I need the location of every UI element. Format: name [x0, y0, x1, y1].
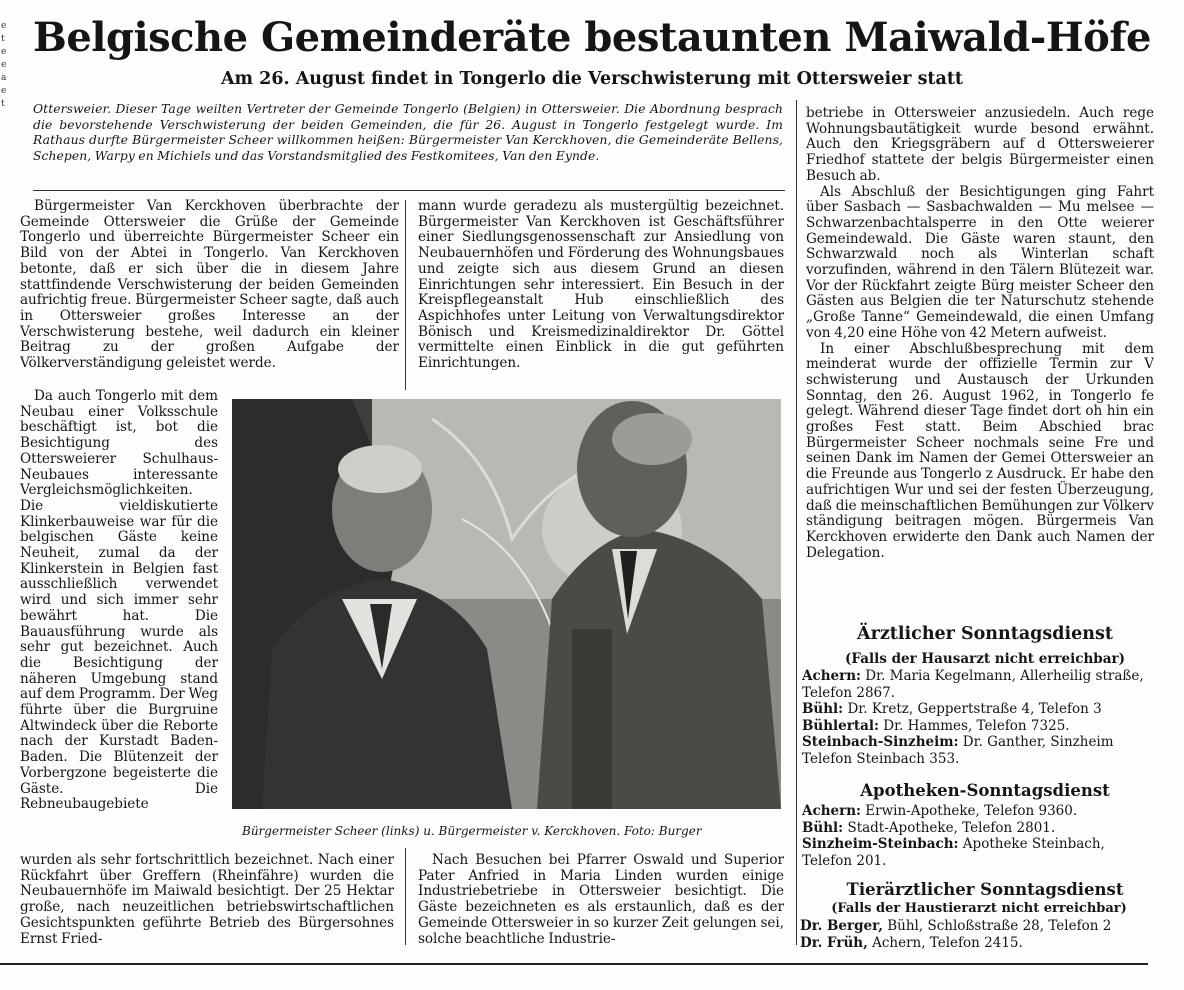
- tieraerzt-title: Tierärztlicher Sonntagsdienst: [846, 880, 1124, 899]
- aerzt-entry: Steinbach-Sinzheim: Dr. Ganther, Sinzheim Telefon Steinbach 353.: [802, 734, 1114, 767]
- subheadline: Am 26. August findet in Tongerlo die Verschwisterung mit Ottersweier statt: [220, 69, 964, 89]
- col1-bottom-box: [20, 853, 394, 947]
- apotheken-entry: Bühl: Stadt-Apotheke, Telefon 2801.: [802, 819, 1056, 836]
- photo: [232, 399, 781, 809]
- column-rule-main: [796, 100, 797, 945]
- tieraerzt-note: (Falls der Haustierarzt nicht erreichbar): [831, 901, 1127, 916]
- aerzt-title: Ärztlicher Sonntagsdienst: [857, 624, 1113, 644]
- col2-top-box: [418, 199, 784, 391]
- tieraerzt-entry: Dr. Berger, Bühl, Schloßstraße 28, Telefon 2: [800, 918, 1112, 934]
- col1-top-paragraph: Bürgermeister Van Kerckhoven überbrachte der Gemeinde Ottersweier die Grüße der Gemeinde Tongerlo und überreichte Bürgermeister Scheer ein Bild von der Abtei in Tongerlo. Van Kerckhoven betonte, daß er sich über die in diesem Jahre stattfindende Verschwisterung der beiden Gemeinden aufrichtig freue. Bürgermeister Scheer sagte, daß auch in Ottersweier großes Interesse an der Verschwisterung bestehe, weil dadurch ein kleiner Beitrag zu der großen Aufgabe der Völkerverständigung geleistet werde.: [20, 199, 399, 372]
- aerzt-entry: Achern: Dr. Maria Kegelmann, Allerheilig straße, Telefon 2867.: [802, 668, 1144, 701]
- apotheken-title: Apotheken-Sonntagsdienst: [860, 781, 1110, 800]
- lead-paragraph: Ottersweier. Dieser Tage weilten Vertreter der Gemeinde Tongerlo (Belgien) in Ottersweier. Die Abordnung besprach die bevorstehende Verschwisterung der beiden Gemeinden, die für 26. August in Tongerlo festgelegt wurde. Im Rathaus durfte Bürgermeister Scheer willkommen heißen: Bürgermeister Van Kerckhoven, die Gemeinderäte Bellens, Schepen, Warpy en Michiels und das Vorstandsmitglied des Festkomitees, Van den Eynde.: [33, 102, 783, 164]
- col2-bottom-box: [418, 853, 784, 947]
- tieraerzt-list: [800, 918, 1152, 954]
- apotheken-list: [802, 803, 1152, 869]
- lead-divider: [33, 190, 785, 191]
- column-rule-bottom: [405, 848, 406, 945]
- left-margin-fragments: e t e e a e t: [1, 21, 7, 109]
- aerzt-list: [802, 668, 1152, 772]
- col1-narrow-box: [20, 389, 218, 854]
- apotheken-entry: Sinzheim-Steinbach: Apotheke Steinbach, Telefon 201.: [802, 836, 1105, 869]
- col2-top-paragraph: mann wurde geradezu als mustergültig bezeichnet. Bürgermeister Van Kerckhoven ist Geschäftsführer einer Siedlungsgenossenschaft zur Ansiedlung von Neubauernhöfen und Förderung des Wohnungsbaues und zeigte sich aus diesem Grund an diesen Einrichtungen sehr interessiert. Ein Besuch in der Kreispflegeanstalt Hub einschließlich des Aspichhofes unter Leitung von Verwaltungsdirektor Bönisch und Kreismedizinaldirektor Dr. Göttel vermittelte einen Einblick in die gut geführten Einrichtungen.: [418, 199, 784, 372]
- col3-paragraph-1: betriebe in Ottersweier anzusiedeln. Auch rege Wohnungsbautätigkeit wurde besond erwähnt. Auch den Kriegsgräbern auf d Ottersweierer Friedhof stattete der belgis Bürgermeister einen Besuch ab.: [806, 106, 1154, 184]
- lead-box: [33, 102, 783, 184]
- col1-bottom-paragraph: wurden als sehr fortschrittlich bezeichnet. Nach einer Rückfahrt über Greffern (Rheinfähre) wurden die Neubauernhöfe im Maiwald besichtigt. Der 25 Hektar große, nach neuzeitlichen betriebswirtschaftlichen Gesichtspunkten geführte Betrieb des Bürgersohnes Ernst Fried-: [20, 853, 394, 947]
- aerzt-entry: Bühl: Dr. Kretz, Geppertstraße 4, Telefon 3: [802, 701, 1102, 717]
- col1-top-box: [20, 199, 399, 389]
- page-bottom-rule: [0, 963, 1148, 965]
- photo-illustration: [232, 399, 781, 809]
- tieraerzt-entry: Dr. Früh, Achern, Telefon 2415.: [800, 934, 1023, 951]
- aerzt-note: (Falls der Hausarzt nicht erreichbar): [845, 651, 1125, 667]
- apotheken-entry: Achern: Erwin-Apotheke, Telefon 9360.: [802, 803, 1078, 819]
- col3-box: [806, 106, 1154, 606]
- column-rule-left: [405, 200, 406, 390]
- col3-paragraph-2: Als Abschluß der Besichtigungen ging Fahrt über Sasbach — Sasbachwalden — Mu melsee — Schwarzenbachtalsperre in den Otte weierer Gemeindewald. Die Gäste waren staunt, den Schwarzwald noch als Winterlan schaft vorzufinden, während in den Tälern Blütezeit war. Vor der Rückfahrt zeigte Bürg meister Scheer den Gästen aus Belgien die ter Naturschutz stehende „Große Tanne“ Gemeindewald, die einen Umfang von 4,20 eine Höhe von 42 Metern aufweist.: [806, 183, 1154, 341]
- headline: Belgische Gemeinderäte bestaunten Maiwald-Höfe: [33, 14, 1151, 61]
- col3-paragraph-3: In einer Abschlußbesprechung mit dem meinderat wurde der offizielle Termin zur V schwisterung und Austausch der Urkunden Sonntag, den 26. August 1962, in Tongerlo fe gelegt. Während dieser Tage findet dort oh hin ein großes Fest statt. Beim Abschied brac Bürgermeister Scheer nochmals seine Fre und seinen Dank im Namen der Gemei Ottersweier an die Freunde aus Tongerlo z Ausdruck. Er habe den aufrichtigen Wur und sei der festen Überzeugung, daß die meinschaftlichen Bemühungen zur Völkerv ständigung beitragen mögen. Bürgermeis Van Kerckhoven erwiderte den Dank auch Namen der Delegation.: [806, 340, 1154, 561]
- aerzt-entry: Bühlertal: Dr. Hammes, Telefon 7325.: [802, 717, 1070, 734]
- photo-caption: Bürgermeister Scheer (links) u. Bürgermeister v. Kerckhoven. Foto: Burger: [242, 824, 702, 838]
- col1-narrow-paragraph: Da auch Tongerlo mit dem Neubau einer Volksschule beschäftigt ist, bot die Besichtigung des Ottersweierer Schulhaus-Neubaues interessante Vergleichsmöglichkeiten. Die vieldiskutierte Klinkerbauweise war für die belgischen Gäste keine Neuheit, zumal da der Klinkerstein in Belgien fast ausschließlich verwendet wird und sich immer sehr bewährt hat. Die Bauausführung wurde als sehr gut bezeichnet. Auch die Besichtigung der näheren Umgebung stand auf dem Programm. Der Weg führte über die Burgruine Altwindeck über die Reborte nach der Kurstadt Baden-Baden. Die Blütenzeit der Vorbergzone begeisterte die Gäste. Die Rebneubaugebiete: [20, 389, 218, 813]
- col2-bottom-paragraph: Nach Besuchen bei Pfarrer Oswald und Superior Pater Anfried in Maria Linden wurden einige Industriebetriebe in Ottersweier besichtigt. Die Gäste bezeichneten es als erstaunlich, daß es der Gemeinde Ottersweier in so kurzer Zeit gelungen sei, solche beachtliche Industrie-: [418, 853, 784, 947]
